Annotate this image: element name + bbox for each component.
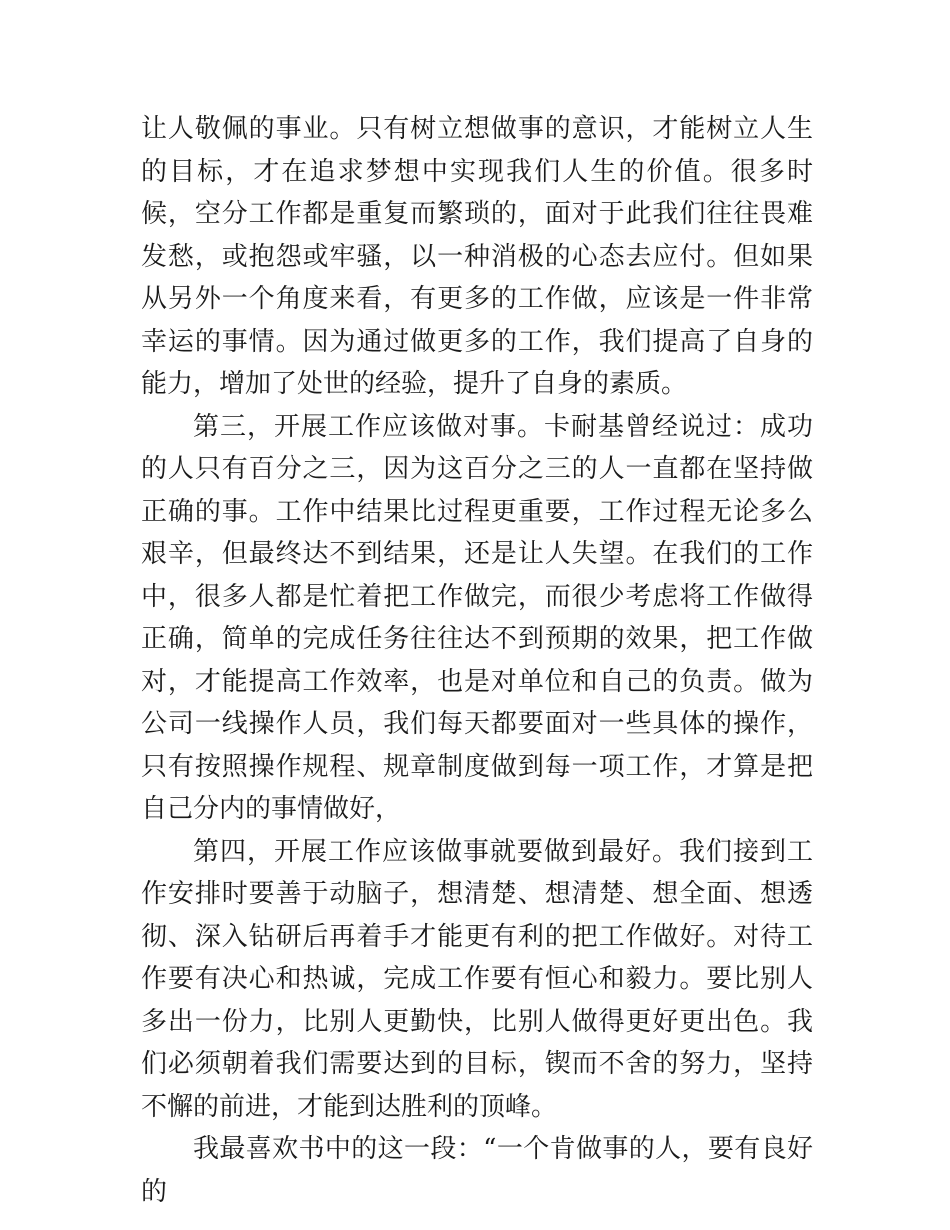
paragraph-2: 第三，开展工作应该做对事。卡耐基曾经说过：成功的人只有百分之三，因为这百分之三的人一直都在坚持做正确的事。工作中结果比过程更重要，工作过程无论多么艰辛，但最终达不到结果，还是让人失望。在我们的工作中，很多人都是忙着把工作做完，而很少考虑将工作做得正确，简单的完成任务往往达不到预期的效果，把工作做对，才能提高工作效率，也是对单位和自己的负责。做为公司一线操作人员，我们每天都要面对一些具体的操作，只有按照操作规程、规章制度做到每一项工作，才算是把自己分内的事情做好， [141, 411, 813, 824]
document-body [141, 108, 813, 1213]
paragraph-3: 第四，开展工作应该做事就要做到最好。我们接到工作安排时要善于动脑子，想清楚、想清楚、想全面、想透彻、深入钻研后再着手才能更有利的把工作做好。对待工作要有决心和热诚，完成工作要有恒心和毅力。要比别人多出一份力，比别人更勤快，比别人做得更好更出色。我们必须朝着我们需要达到的目标，锲而不舍的努力，坚持不懈的前进，才能到达胜利的顶峰。 [141, 836, 813, 1122]
paragraph-4: 我最喜欢书中的这一段：“一个肯做事的人，要有良好的 [141, 1134, 813, 1207]
paragraph-1: 让人敬佩的事业。只有树立想做事的意识，才能树立人生的目标，才在追求梦想中实现我们人生的价值。很多时候，空分工作都是重复而繁琐的，面对于此我们往往畏难发愁，或抱怨或牢骚，以一种消极的心态去应付。但如果从另外一个角度来看，有更多的工作做，应该是一件非常幸运的事情。因为通过做更多的工作，我们提高了自身的能力，增加了处世的经验，提升了自身的素质。 [141, 114, 813, 399]
